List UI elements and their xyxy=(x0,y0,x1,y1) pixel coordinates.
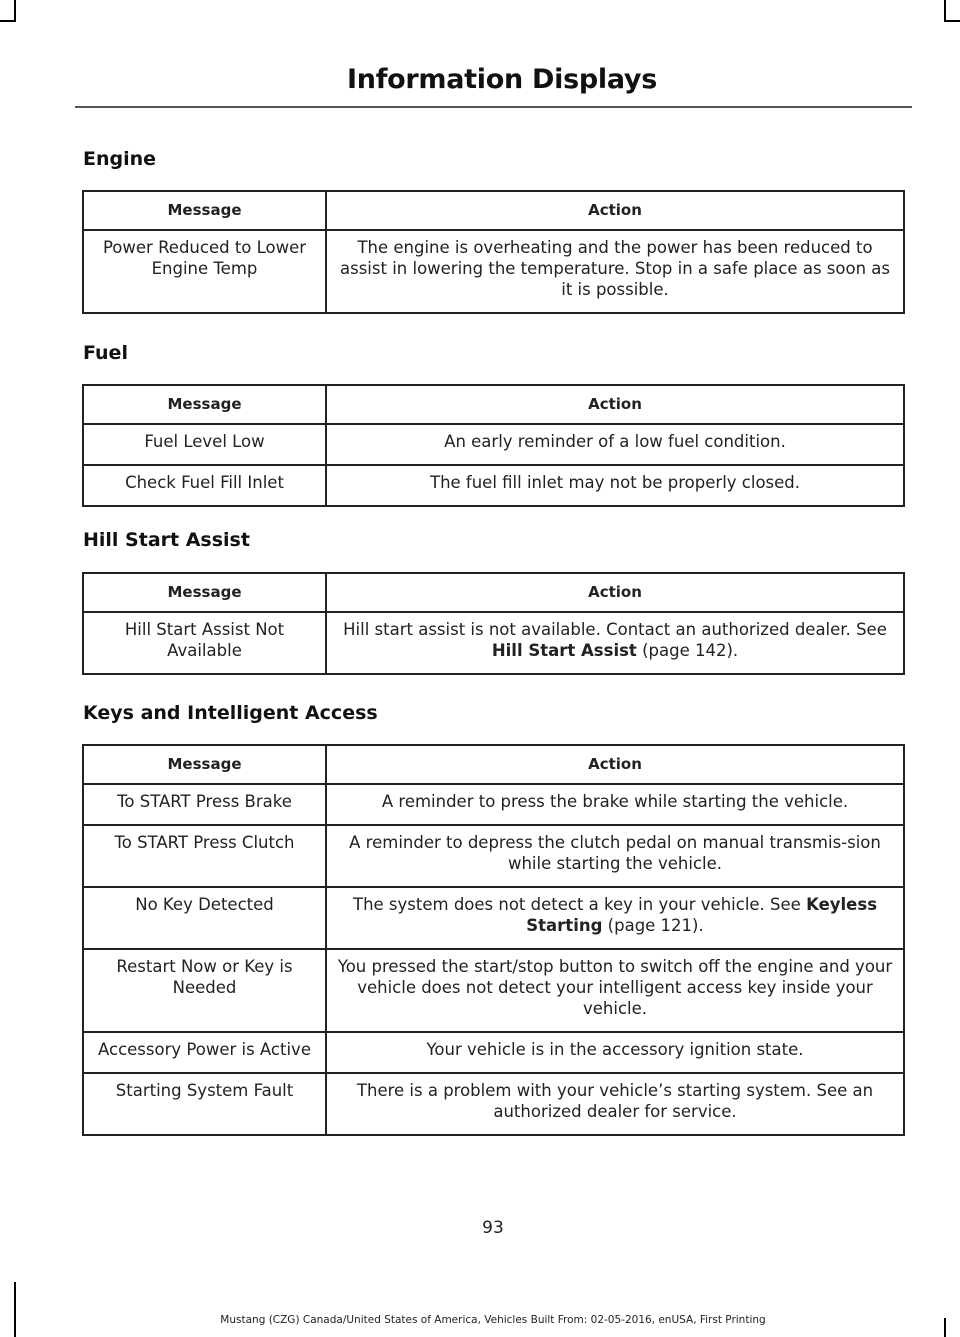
column-header-message: Message xyxy=(83,385,326,424)
crop-mark-bottom-left xyxy=(14,1282,16,1337)
message-cell: Power Reduced to Lower Engine Temp xyxy=(83,230,326,313)
table-row xyxy=(83,1073,904,1135)
message-cell: Starting System Fault xyxy=(83,1073,326,1135)
message-cell: Check Fuel Fill Inlet xyxy=(83,465,326,506)
table-row xyxy=(83,465,904,506)
cross-reference-link[interactable]: Keyless Starting xyxy=(526,895,878,935)
crop-mark-top-right-h xyxy=(944,20,960,22)
section-title-hill-start-assist: Hill Start Assist xyxy=(83,529,250,551)
column-header-action: Action xyxy=(326,385,904,424)
column-header-action: Action xyxy=(326,745,904,784)
page-reference: (page 121). xyxy=(602,916,704,935)
action-cell: The engine is overheating and the power has been reduced to assist in lowering the temperature. Stop in a safe place as soon as it is possible. xyxy=(326,230,904,313)
page-title: Information Displays xyxy=(347,64,657,95)
section-title-engine: Engine xyxy=(83,148,157,170)
table-row xyxy=(83,825,904,887)
column-header-action: Action xyxy=(326,573,904,612)
table-row xyxy=(83,887,904,949)
hill-start-assist-table xyxy=(82,572,905,675)
page-footer: Mustang (CZG) Canada/United States of America, Vehicles Built From: 02-05-2016, enUSA, First Printing xyxy=(220,1314,766,1326)
column-header-message: Message xyxy=(83,745,326,784)
action-cell: You pressed the start/stop button to switch off the engine and your vehicle does not detect your intelligent access key inside your vehicle. xyxy=(326,949,904,1032)
table-row xyxy=(83,612,904,674)
message-cell: To START Press Brake xyxy=(83,784,326,825)
table-row xyxy=(83,230,904,313)
table-header-row xyxy=(83,745,904,784)
action-cell: The fuel fill inlet may not be properly closed. xyxy=(326,465,904,506)
action-text: The system does not detect a key in your vehicle. See xyxy=(352,895,807,914)
page-header xyxy=(75,56,912,108)
engine-table xyxy=(82,190,905,314)
table-row xyxy=(83,949,904,1032)
see-prefix: See xyxy=(856,620,887,639)
table-row xyxy=(83,1032,904,1073)
keys-and-intelligent-access-table xyxy=(82,744,905,1136)
column-header-message: Message xyxy=(83,191,326,230)
crop-mark-top-right xyxy=(944,0,946,22)
crop-mark-top-left xyxy=(14,0,16,22)
action-cell xyxy=(326,887,904,949)
crop-mark-top-left-h xyxy=(0,20,16,22)
section-title-keys-and-intelligent-access: Keys and Intelligent Access xyxy=(83,702,378,724)
action-cell: There is a problem with your vehicle’s starting system. See an authorized dealer for service. xyxy=(326,1073,904,1135)
section-title-fuel: Fuel xyxy=(83,342,128,364)
fuel-table xyxy=(82,384,905,507)
table-header-row xyxy=(83,385,904,424)
message-cell: To START Press Clutch xyxy=(83,825,326,887)
page-reference: (page 142). xyxy=(636,641,739,660)
table-header-row xyxy=(83,573,904,612)
action-cell xyxy=(326,612,904,674)
table-row xyxy=(83,424,904,465)
column-header-action: Action xyxy=(326,191,904,230)
table-row xyxy=(83,784,904,825)
message-cell: Fuel Level Low xyxy=(83,424,326,465)
table-header-row xyxy=(83,191,904,230)
message-cell: Restart Now or Key is Needed xyxy=(83,949,326,1032)
action-cell: Your vehicle is in the accessory ignition state. xyxy=(326,1032,904,1073)
action-text: Hill start assist is not available. Contact an authorized dealer. xyxy=(343,620,851,639)
column-header-message: Message xyxy=(83,573,326,612)
message-cell: No Key Detected xyxy=(83,887,326,949)
message-cell: Hill Start Assist Not Available xyxy=(83,612,326,674)
action-cell: An early reminder of a low fuel condition. xyxy=(326,424,904,465)
page-number: 93 xyxy=(482,1218,504,1238)
action-cell: A reminder to depress the clutch pedal on manual transmis-sion while starting the vehicle. xyxy=(326,825,904,887)
message-cell: Accessory Power is Active xyxy=(83,1032,326,1073)
cross-reference-link[interactable]: Hill Start Assist xyxy=(491,641,637,660)
action-cell: A reminder to press the brake while starting the vehicle. xyxy=(326,784,904,825)
